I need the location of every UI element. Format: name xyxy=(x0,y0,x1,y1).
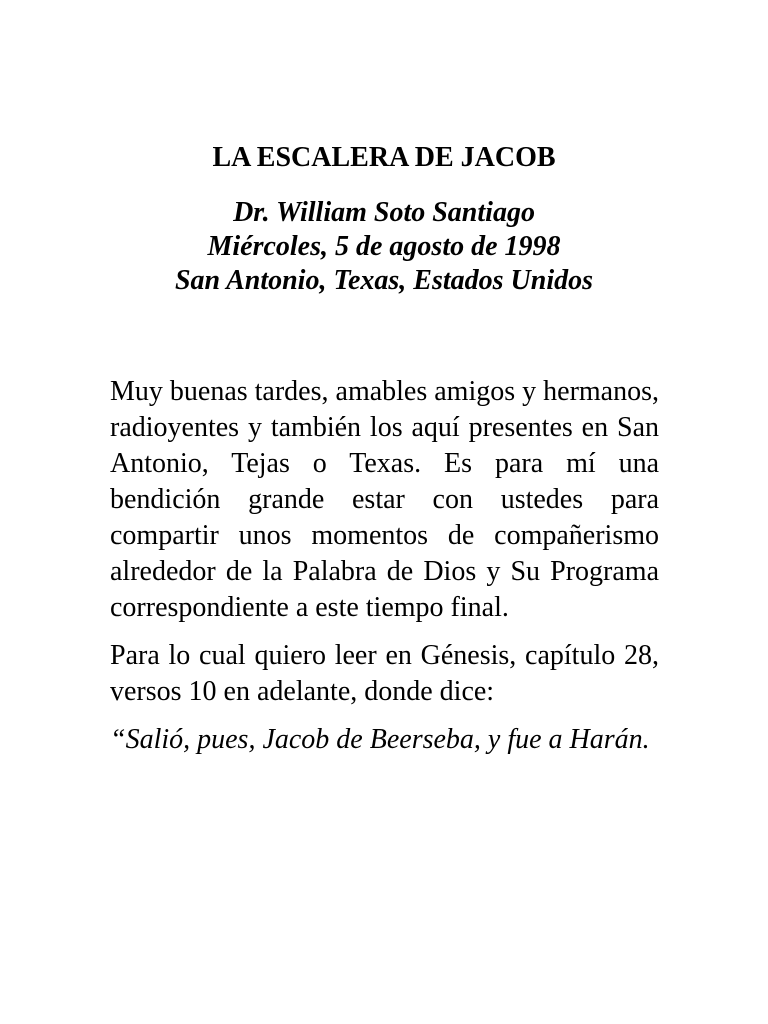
paragraph-1: Muy buenas tardes, amables amigos y hermanos, radioyentes y también los aquí presentes en San Antonio, Tejas o Texas. Es para mí una bendición grande estar con ustedes para compartir unos momentos de compañerismo alrededor de la Palabra de Dios y Su Programa correspondiente a este tiempo final. xyxy=(110,376,659,623)
place-line: San Antonio, Texas, Estados Unidos xyxy=(174,265,594,296)
document-body xyxy=(110,374,659,770)
document-header xyxy=(0,196,768,298)
paragraph-2: Para lo cual quiero leer en Génesis, capítulo 28, versos 10 en adelante, donde dice: xyxy=(110,640,659,707)
scripture-quote: “Salió, pues, Jacob de Beerseba, y fue a Harán. xyxy=(110,724,650,755)
date-line: Miércoles, 5 de agosto de 1998 xyxy=(207,231,561,262)
document-title: LA ESCALERA DE JACOB xyxy=(212,142,556,173)
author-line: Dr. William Soto Santiago xyxy=(233,197,535,228)
